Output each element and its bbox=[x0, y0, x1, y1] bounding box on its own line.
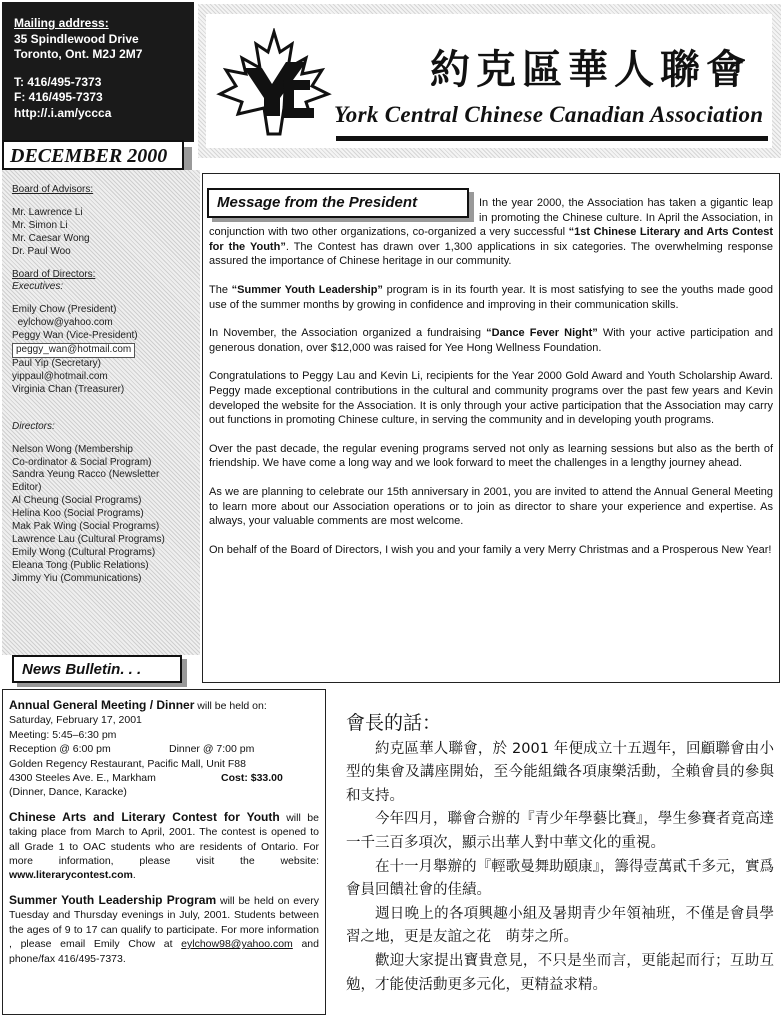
email-link[interactable]: eylchow98@yahoo.com bbox=[181, 938, 293, 951]
chinese-association-name: 約克區華人聯會 bbox=[430, 46, 752, 93]
news-bulletin-box bbox=[2, 689, 326, 1015]
news-bulletin-label: News Bulletin. . . bbox=[12, 655, 182, 683]
directors-heading: Board of Directors: bbox=[12, 268, 96, 280]
executive-email[interactable]: peggy_wan@hotmail.com bbox=[12, 343, 135, 358]
mailing-address-box bbox=[2, 2, 194, 142]
message-paragraph: In November, the Association organized a fundraising “Dance Fever Night” With your active participation and generous donation, over $12,000 was raised for Yee Hong Wellness Foundation. bbox=[209, 327, 773, 354]
advisors-heading: Board of Advisors: bbox=[12, 184, 94, 195]
chinese-president-message bbox=[346, 712, 774, 997]
mailing-telephone: T: 416/495-7373 bbox=[14, 74, 102, 89]
director-item: Lawrence Lau (Cultural Programs) bbox=[12, 533, 165, 545]
mailing-website[interactable]: http://.i.am/yccca bbox=[14, 105, 112, 120]
director-item: Sandra Yeung Racco (Newsletter bbox=[12, 469, 160, 481]
director-item: Helina Koo (Social Programs) bbox=[12, 508, 144, 520]
mailing-title: Mailing address: bbox=[14, 16, 109, 30]
chinese-paragraph: 今年四月，聯會合辦的『青少年學藝比賽』，學生參賽者竟高達一千三百多項次，顯示出華人對中華文化的重視。 bbox=[346, 811, 774, 851]
agm-times: Reception @ 6:00 pm Dinner @ 7:00 pm bbox=[9, 743, 255, 756]
message-paragraph: Over the past decade, the regular evening programs served not only as learning sessions but also as the berth of friendship. We have come a long way and we look forward to meet the challenges in a lengthy journey ahead. bbox=[209, 442, 773, 470]
summer-youth-item: Summer Youth Leadership Program will be held on every Tuesday and Thursday evenings in July, 2001. Students between the ages of 9 to 17 can qualify to participate. For more information , please email Emily Chow at eylchow98@yahoo.com and phone/fax 416/495-7373. bbox=[9, 892, 319, 965]
message-paragraph: In the year 2000, the Association has taken a gigantic leap in promoting the Chinese culture. In April the Association, in conjunction with two other organizations, co-organized a very successful “1st Chinese Literary and Arts Contest for the Youth”. The Contest has drawn over 1,300 applications in six categories. The overwhelming response assured the importance of Chinese heritage in our community. bbox=[209, 197, 774, 268]
agm-note: (Dinner, Dance, Karacke) bbox=[9, 786, 127, 799]
chinese-paragraph: 週日晚上的各項興趣小組及暑期青少年領袖班，不僅是會員學習之地，更是友誼之花 萌芽之所。 bbox=[346, 905, 774, 946]
executive-item: Virginia Chan (Treasurer) bbox=[12, 383, 125, 395]
director-item: Mak Pak Wing (Social Programs) bbox=[12, 521, 160, 533]
advisor-item: Dr. Paul Woo bbox=[12, 245, 71, 257]
chinese-paragraph: 約克區華人聯會，於 2001 年便成立十五週年，回顧聯會由小型的集會及講座開始，至今能組織各項康樂活動，全賴會員的參與和支持。 bbox=[346, 740, 774, 804]
director-item: Nelson Wong (Membership bbox=[12, 443, 133, 455]
chinese-paragraph: 在十一月舉辦的『輕歌曼舞助頤康』，籌得壹萬貳千多元，實爲會員回饋社會的佳績。 bbox=[346, 858, 774, 899]
mailing-street: 35 Spindlewood Drive bbox=[14, 31, 139, 46]
executive-item: Emily Chow (President) bbox=[12, 304, 117, 316]
executives-heading: Executives: bbox=[12, 281, 64, 293]
agm-heading: Annual General Meeting / Dinner will be held on: bbox=[9, 698, 267, 712]
president-message bbox=[202, 173, 780, 683]
directors-label: Directors: bbox=[12, 420, 55, 432]
message-paragraph: The “Summer Youth Leadership” program is in its fourth year. It is most satisfying to see the youths made good use of the summer months by growing in confidence and improving in their communication skills. bbox=[209, 283, 774, 311]
message-paragraph: As we are planning to celebrate our 15th anniversary in 2001, you are invited to attend the Annual General Meeting to learn more about our Association operations or to join as director to share your experience and expertise. As always, your valuable comments are most welcome. bbox=[209, 485, 773, 528]
director-item: Jimmy Yiu (Communications) bbox=[12, 572, 142, 584]
advisor-item: Mr. Lawrence Li bbox=[12, 206, 83, 218]
director-item: Co-ordinator & Social Program) bbox=[12, 456, 152, 468]
advisor-item: Mr. Caesar Wong bbox=[12, 232, 90, 244]
contest-item: Chinese Arts and Literary Contest for Youth will be taking place from March to April, 2001. The contest is opened to all Grade 1 to OAC students who are residents of Ontario. For more information, please visit the website: www.literarycontest.com. bbox=[9, 809, 319, 882]
director-item: Eleana Tong (Public Relations) bbox=[12, 559, 149, 571]
board-sidebar bbox=[2, 170, 200, 655]
masthead bbox=[198, 4, 781, 158]
agm-venue: Golden Regency Restaurant, Pacific Mall, Unit F88 bbox=[9, 757, 246, 770]
message-title: Message from the President bbox=[207, 188, 469, 218]
maple-leaf-yc-logo-icon bbox=[214, 28, 334, 138]
mailing-fax: F: 416/495-7373 bbox=[14, 90, 103, 104]
executive-item: Peggy Wan (Vice-President) bbox=[12, 330, 138, 342]
executive-item: Paul Yip (Secretary) bbox=[12, 357, 101, 369]
executive-email[interactable]: yippaul@hotmail.com bbox=[12, 370, 108, 382]
title-underline bbox=[336, 136, 768, 141]
chinese-paragraph: 歡迎大家提出寶貴意見，不只是坐而言，更能起而行；互助互勉，才能使活動更多元化，更精益求精。 bbox=[346, 952, 774, 993]
message-paragraph: Congratulations to Peggy Lau and Kevin Li, recipients for the Year 2000 Gold Award and Youth Scholarship Award. Peggy made exceptional contributions in the cultural and community programs over the past few years and Kevin developed the website for the Association. It is only through your active participation that the Association may carry out functions in promoting Chinese culture, in serving the community and in developing youth programs. bbox=[209, 370, 773, 427]
director-item: Editor) bbox=[12, 482, 42, 494]
advisor-item: Mr. Simon Li bbox=[12, 219, 68, 231]
director-item: Al Cheung (Social Programs) bbox=[12, 495, 142, 507]
agm-address-cost: 4300 Steeles Ave. E., Markham Cost: $33.00 bbox=[9, 772, 283, 785]
english-association-name: York Central Chinese Canadian Association bbox=[334, 102, 764, 127]
executive-email[interactable]: eylchow@yahoo.com bbox=[17, 317, 113, 329]
director-item: Emily Wong (Cultural Programs) bbox=[12, 546, 156, 558]
message-paragraph: On behalf of the Board of Directors, I wish you and your family a very Merry Christmas and a Prosperous New Year! bbox=[209, 543, 772, 556]
issue-month: DECEMBER 2000 bbox=[2, 140, 184, 170]
agm-meeting-time: Meeting: 5:45–6:30 pm bbox=[9, 728, 117, 741]
mailing-city: Toronto, Ont. M2J 2M7 bbox=[14, 47, 143, 61]
contest-website-link[interactable]: www.literarycontest.com bbox=[9, 869, 133, 882]
chinese-message-title: 會長的話： bbox=[346, 712, 442, 734]
agm-date: Saturday, February 17, 2001 bbox=[9, 714, 142, 727]
